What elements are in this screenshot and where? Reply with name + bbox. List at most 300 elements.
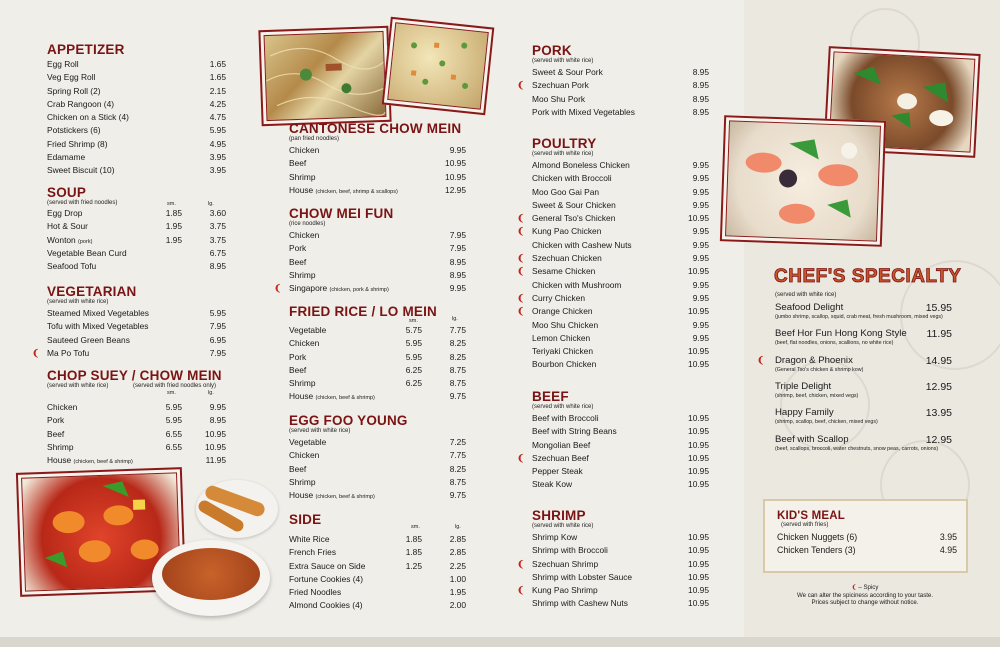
item-name	[289, 184, 398, 199]
item-price: 10.95	[688, 466, 709, 477]
menu-item	[47, 58, 227, 71]
item-name-text: Steak Kow	[532, 479, 573, 490]
menu-item	[289, 256, 467, 269]
item-name-text: House	[289, 490, 314, 501]
large-header: lg.	[208, 390, 214, 396]
section-subtitle: (served with white rice)	[532, 404, 594, 410]
item-note: (pork)	[78, 238, 93, 245]
item-name-text: Wonton	[47, 234, 76, 245]
item-price-large: 2.85	[449, 534, 466, 544]
item-note: (chicken, pork & shrimp)	[329, 287, 389, 294]
item-name	[47, 441, 74, 454]
small-header: sm.	[167, 390, 176, 396]
item-description: (shrimp, beef, chicken, mixed vegs)	[775, 392, 859, 399]
item-description: (beef, scallops, broccoli, water chestnuts, snow peas, carrots, onions)	[775, 445, 939, 452]
item-price-small: 6.55	[165, 441, 182, 452]
item-price-small: 6.25	[405, 364, 422, 375]
item-name	[532, 425, 617, 438]
pork-section	[517, 43, 710, 119]
item-name: Beef with Scallop	[775, 433, 849, 445]
menu-item	[289, 599, 467, 612]
item-name-text: Shrimp	[289, 476, 316, 487]
small-header: sm.	[409, 318, 418, 324]
item-price-large: 9.75	[449, 391, 466, 402]
item-name	[47, 151, 85, 164]
item-price: 14.95	[925, 354, 952, 367]
item-name-text: Ma Po Tofu	[47, 347, 90, 358]
item-name-text: Pork	[289, 351, 307, 362]
item-name-text: House	[289, 391, 314, 402]
item-price: 9.95	[692, 160, 709, 170]
item-price: 3.95	[209, 152, 226, 163]
item-price: 8.95	[692, 106, 709, 117]
menu-item	[532, 279, 710, 292]
item-price: 2.15	[209, 85, 226, 96]
menu-item	[532, 439, 710, 452]
item-name-text: Chicken	[289, 230, 320, 240]
item-name-text: Chicken with Broccoli	[532, 173, 612, 184]
item-price: 10.95	[688, 452, 709, 463]
chili-pepper-icon: ❨	[517, 558, 525, 569]
menu-item	[532, 425, 710, 438]
menu-item	[517, 79, 710, 92]
item-name	[532, 159, 630, 172]
section-title: KID'S MEAL	[777, 510, 845, 522]
item-price: 1.65	[209, 59, 226, 69]
item-price: 12.95	[925, 433, 952, 446]
item-price: 10.95	[445, 158, 466, 169]
item-name	[47, 220, 88, 233]
item-name	[532, 252, 602, 265]
item-name	[532, 212, 615, 225]
item-price: 13.95	[925, 407, 952, 420]
item-name: Triple Delight	[775, 380, 832, 392]
item-name-text: Beef	[289, 364, 307, 375]
item-name	[532, 439, 590, 452]
small-header: sm.	[411, 524, 420, 530]
item-price: 9.95	[692, 292, 709, 303]
item-name	[47, 401, 77, 414]
item-price-large: 2.85	[449, 547, 466, 558]
item-name-text: Moo Shu Pork	[532, 93, 586, 104]
item-name	[532, 172, 612, 185]
menu-item	[532, 358, 710, 371]
item-price: 8.25	[449, 463, 466, 474]
chili-pepper-icon: ❨	[517, 585, 525, 596]
section-title: CANTONESE CHOW MEIN	[289, 121, 462, 136]
item-price-small: 6.25	[405, 378, 422, 389]
item-price: 9.95	[692, 319, 709, 330]
item-name: Seafood Delight	[775, 302, 844, 313]
item-name	[532, 358, 596, 371]
item-price-large: 1.00	[449, 573, 466, 584]
menu-item	[517, 252, 710, 265]
section-subtitle: (served with white rice)	[47, 299, 109, 305]
item-name-text: Fried Noodles	[289, 587, 342, 598]
item-name	[532, 186, 599, 199]
item-name-text: Chicken with Mushroom	[532, 279, 622, 290]
item-name-text: Pork	[47, 415, 65, 426]
item-name-text: Vegetable Bean Curd	[47, 247, 127, 258]
item-name-text: Beef	[289, 158, 307, 169]
menu-item	[289, 337, 467, 350]
item-price: 4.95	[939, 545, 957, 556]
item-name	[47, 164, 115, 177]
item-name-text: Sauteed Green Beans	[47, 334, 130, 345]
kids-item	[777, 544, 957, 557]
item-name-text: Sweet Biscuit (10)	[47, 165, 115, 176]
menu-item	[532, 159, 710, 172]
item-note: (chicken, beef & shrimp)	[315, 395, 375, 402]
item-name	[532, 199, 616, 212]
item-name-text: Chicken	[289, 145, 320, 155]
menu-item	[532, 571, 710, 584]
item-price: 10.95	[688, 571, 709, 582]
item-name	[289, 599, 363, 612]
item-price: 10.95	[688, 346, 709, 357]
item-price: 10.95	[688, 532, 709, 542]
kids-meal-box	[763, 499, 968, 573]
menu-item	[47, 401, 227, 414]
item-price: 10.95	[688, 359, 709, 370]
menu-item	[532, 106, 710, 119]
item-price: 8.95	[692, 67, 709, 77]
item-name	[47, 414, 64, 427]
chili-pepper-icon: ❨	[274, 283, 282, 294]
item-price: 7.95	[449, 243, 466, 254]
item-name	[532, 265, 595, 278]
item-name	[47, 138, 108, 151]
section-title: PORK	[532, 43, 572, 58]
item-price: 5.95	[209, 308, 226, 318]
item-name-text: French Fries	[289, 547, 337, 558]
chili-pepper-icon: ❨	[517, 292, 525, 303]
menu-item	[47, 71, 227, 84]
menu-item	[289, 533, 467, 546]
beef-section	[517, 389, 710, 492]
section-title: SIDE	[289, 512, 322, 527]
item-name-text: Edamame	[47, 152, 86, 163]
item-name	[289, 364, 306, 377]
item-name-text: Curry Chicken	[532, 292, 586, 303]
item-price-small: 6.55	[165, 428, 182, 439]
item-price: 10.95	[688, 479, 709, 490]
menu-item	[532, 465, 710, 478]
appetizer-section	[47, 42, 227, 178]
item-price-large: 10.95	[205, 441, 226, 452]
menu-item	[532, 345, 710, 358]
item-name	[47, 85, 101, 98]
item-name-text: Kung Pao Chicken	[532, 226, 602, 237]
item-price: 4.25	[209, 98, 226, 109]
menu-item	[532, 412, 710, 425]
menu-item	[517, 305, 710, 318]
item-price: 10.95	[445, 171, 466, 182]
item-price-large: 3.60	[209, 208, 226, 218]
item-price: 10.95	[688, 306, 709, 317]
item-name	[47, 428, 64, 441]
item-price: 12.95	[445, 184, 466, 195]
cantonese-chow-mein-section	[289, 121, 467, 197]
soup-section	[47, 185, 227, 273]
item-name	[532, 319, 598, 332]
menu-item	[517, 584, 710, 597]
item-name	[532, 305, 593, 318]
menu-item	[517, 212, 710, 225]
item-name-text: Beef	[47, 428, 65, 439]
menu-item	[47, 441, 227, 454]
item-name	[289, 436, 326, 449]
item-name	[532, 106, 635, 119]
seafood-dish-photo	[720, 115, 886, 247]
item-price: 4.95	[209, 138, 226, 149]
item-price-large: 11.95	[205, 455, 226, 466]
item-name-text: Seafood Tofu	[47, 261, 97, 272]
section-title: FRIED RICE / LO MEIN	[289, 304, 438, 319]
chili-pepper-icon: ❨	[32, 347, 40, 358]
item-price: 10.95	[688, 413, 709, 423]
item-price-large: 8.25	[449, 351, 466, 362]
item-note: (chicken, beef & shrimp)	[315, 494, 375, 501]
item-note: (chicken, beef & shrimp)	[73, 459, 133, 466]
item-name	[47, 124, 101, 137]
item-name	[289, 157, 306, 170]
item-price: 7.95	[449, 230, 466, 240]
menu-item	[47, 207, 227, 220]
section-title: APPETIZER	[47, 42, 125, 57]
section-subtitle: (pan fried noodles)	[289, 136, 340, 142]
side-section	[289, 512, 467, 613]
item-name	[289, 337, 319, 350]
item-price: 3.95	[939, 532, 957, 542]
item-price-large: 3.75	[209, 234, 226, 245]
item-name	[289, 242, 306, 255]
item-name	[47, 454, 133, 469]
large-header: lg.	[455, 524, 461, 530]
menu-item	[532, 239, 710, 252]
item-name	[289, 144, 319, 157]
chili-pepper-icon: ❨	[517, 306, 525, 317]
item-name-text: Chicken	[289, 338, 320, 349]
item-name-text: Orange Chicken	[532, 306, 593, 317]
item-name-text: Pork with Mixed Vegetables	[532, 106, 635, 117]
item-price: 8.95	[449, 256, 466, 267]
menu-item	[47, 320, 227, 333]
chow-mei-fun-section	[274, 206, 467, 295]
chili-pepper-icon: ❨	[517, 226, 525, 237]
item-name	[532, 93, 585, 106]
egg-foo-young-section	[289, 413, 467, 502]
item-name-text: Pork	[289, 243, 307, 254]
item-name-text: House	[47, 455, 72, 466]
item-name-text: Szechuan Pork	[532, 80, 589, 91]
item-name	[47, 347, 89, 360]
item-name: Chicken Tenders (3)	[777, 545, 856, 556]
item-name-text: Tofu with Mixed Vegetables	[47, 321, 149, 332]
item-name	[289, 282, 389, 297]
item-name: Happy Family	[775, 407, 834, 419]
chow-mein-photo	[258, 26, 391, 126]
menu-item	[47, 260, 227, 273]
item-name	[289, 229, 319, 242]
item-price: 9.95	[449, 145, 466, 155]
item-name-text: Shrimp with Cashew Nuts	[532, 598, 628, 609]
item-name-text: Beef with String Beans	[532, 426, 617, 437]
section-title: SHRIMP	[532, 508, 586, 523]
item-name-text: Shrimp	[289, 269, 316, 280]
item-name	[532, 531, 577, 544]
menu-item	[532, 531, 710, 544]
fried-rice-photo	[382, 17, 495, 115]
fried-rice-section	[289, 304, 467, 404]
spicy-legend: – Spicy	[858, 584, 879, 591]
menu-item	[517, 292, 710, 305]
chefs-specialty-subtitle: (served with white rice)	[775, 292, 837, 298]
menu-item	[47, 247, 227, 260]
item-price-small: 5.95	[405, 351, 422, 362]
item-name	[289, 324, 326, 337]
menu-item	[289, 144, 467, 157]
menu-item	[532, 544, 710, 557]
item-name	[289, 573, 363, 586]
item-name	[289, 586, 341, 599]
menu-item	[532, 172, 710, 185]
price-note: Prices subject to change without notice.	[811, 599, 919, 606]
section-subtitle: (served with white rice)	[532, 523, 594, 529]
item-price: 5.95	[209, 125, 226, 136]
item-name	[47, 98, 114, 111]
item-name	[532, 79, 589, 92]
small-header: sm.	[167, 201, 176, 207]
item-name	[532, 544, 608, 557]
item-name	[532, 345, 593, 358]
item-price-large: 8.95	[209, 261, 226, 272]
section-subtitle: (served with fried noodles only)	[133, 383, 217, 389]
menu-item	[532, 478, 710, 491]
chili-pepper-icon: ❨	[517, 80, 525, 91]
menu-item	[532, 332, 710, 345]
item-price: 9.95	[692, 173, 709, 184]
item-price: 9.95	[692, 199, 709, 210]
item-name	[47, 334, 130, 347]
item-name	[47, 260, 96, 273]
section-title: CHOW MEI FUN	[289, 206, 394, 221]
menu-item	[289, 229, 467, 242]
item-price: 10.95	[688, 585, 709, 596]
item-name: Chicken Nuggets (6)	[777, 532, 858, 542]
item-name-text: Sesame Chicken	[532, 266, 596, 277]
item-price-large: 9.95	[209, 402, 226, 412]
item-price-small: 1.85	[405, 534, 422, 544]
item-name-text: Mongolian Beef	[532, 439, 591, 450]
item-price-large: 8.95	[209, 415, 226, 426]
item-name	[289, 351, 306, 364]
chili-pepper-icon: ❨	[851, 584, 857, 591]
menu-item	[517, 558, 710, 571]
menu-item	[289, 269, 467, 282]
menu-item	[289, 489, 467, 502]
item-price-large: 2.25	[449, 560, 466, 571]
item-name	[532, 279, 621, 292]
item-price-small: 5.75	[405, 325, 422, 335]
item-name	[289, 476, 316, 489]
menu-item	[289, 242, 467, 255]
item-price: 7.95	[209, 321, 226, 332]
menu-item	[289, 463, 467, 476]
section-subtitle: (rice noodles)	[289, 221, 326, 227]
item-price: 8.75	[449, 476, 466, 487]
item-price: 7.25	[449, 437, 466, 447]
shrimp-section	[517, 508, 710, 611]
chefs-specialty-title: CHEF'S SPECIALTY	[774, 266, 962, 287]
item-name-text: Shrimp Kow	[532, 532, 578, 542]
chili-pepper-icon: ❨	[517, 452, 525, 463]
section-title: VEGETARIAN	[47, 284, 137, 299]
menu-item	[47, 454, 227, 467]
item-name	[532, 571, 632, 584]
item-price-small: 5.95	[165, 415, 182, 426]
section-title: SOUP	[47, 185, 87, 200]
item-name	[532, 332, 590, 345]
item-name-text: Potstickers (6)	[47, 125, 101, 136]
menu-item	[32, 347, 227, 360]
item-name-text: House	[289, 184, 314, 195]
egg-roll-plate	[196, 480, 278, 538]
section-subtitle: (served with fries)	[781, 522, 829, 528]
item-name-text: Egg Roll	[47, 59, 79, 69]
item-price-small: 1.25	[405, 560, 422, 571]
item-name-text: Shrimp	[47, 441, 74, 452]
item-name-text: Shrimp	[289, 171, 316, 182]
item-name	[532, 239, 632, 252]
footer-note	[770, 584, 960, 607]
section-subtitle: (served with white rice)	[289, 428, 351, 434]
item-price: 9.95	[692, 253, 709, 264]
item-name-text: Sweet & Sour Pork	[532, 67, 603, 77]
item-name-text: Spring Roll (2)	[47, 85, 101, 96]
chili-pepper-icon: ❨	[517, 253, 525, 264]
section-subtitle: (served with fried noodles)	[47, 200, 118, 206]
item-price-small: 1.95	[165, 221, 182, 232]
menu-item	[47, 220, 227, 233]
item-price: 8.95	[692, 80, 709, 91]
item-name	[289, 377, 316, 390]
menu-item	[274, 282, 467, 295]
item-name-text: Hot & Sour	[47, 221, 88, 232]
item-name	[532, 597, 628, 610]
item-price-small: 1.85	[165, 208, 182, 218]
item-price: 10.95	[688, 545, 709, 556]
menu-item	[289, 449, 467, 462]
menu-item	[532, 66, 710, 79]
item-price: 1.65	[209, 72, 226, 83]
item-name	[289, 390, 375, 405]
item-name: Dragon & Phoenix	[775, 354, 853, 366]
item-price-small: 1.95	[165, 234, 182, 245]
menu-item	[47, 111, 227, 124]
item-name-text: Veg Egg Roll	[47, 72, 96, 83]
spice-note: We can alter the spiciness according to your taste.	[796, 591, 934, 599]
item-name-text: Chicken	[289, 450, 320, 461]
item-price: 7.75	[449, 450, 466, 461]
item-price: 9.95	[692, 332, 709, 343]
item-name	[289, 256, 306, 269]
section-title: BEEF	[532, 389, 569, 404]
item-name-text: Crab Rangoon (4)	[47, 98, 115, 109]
item-name-text: General Tso's Chicken	[532, 213, 616, 224]
large-header: lg.	[452, 316, 458, 322]
item-price-large: 8.25	[449, 338, 466, 349]
